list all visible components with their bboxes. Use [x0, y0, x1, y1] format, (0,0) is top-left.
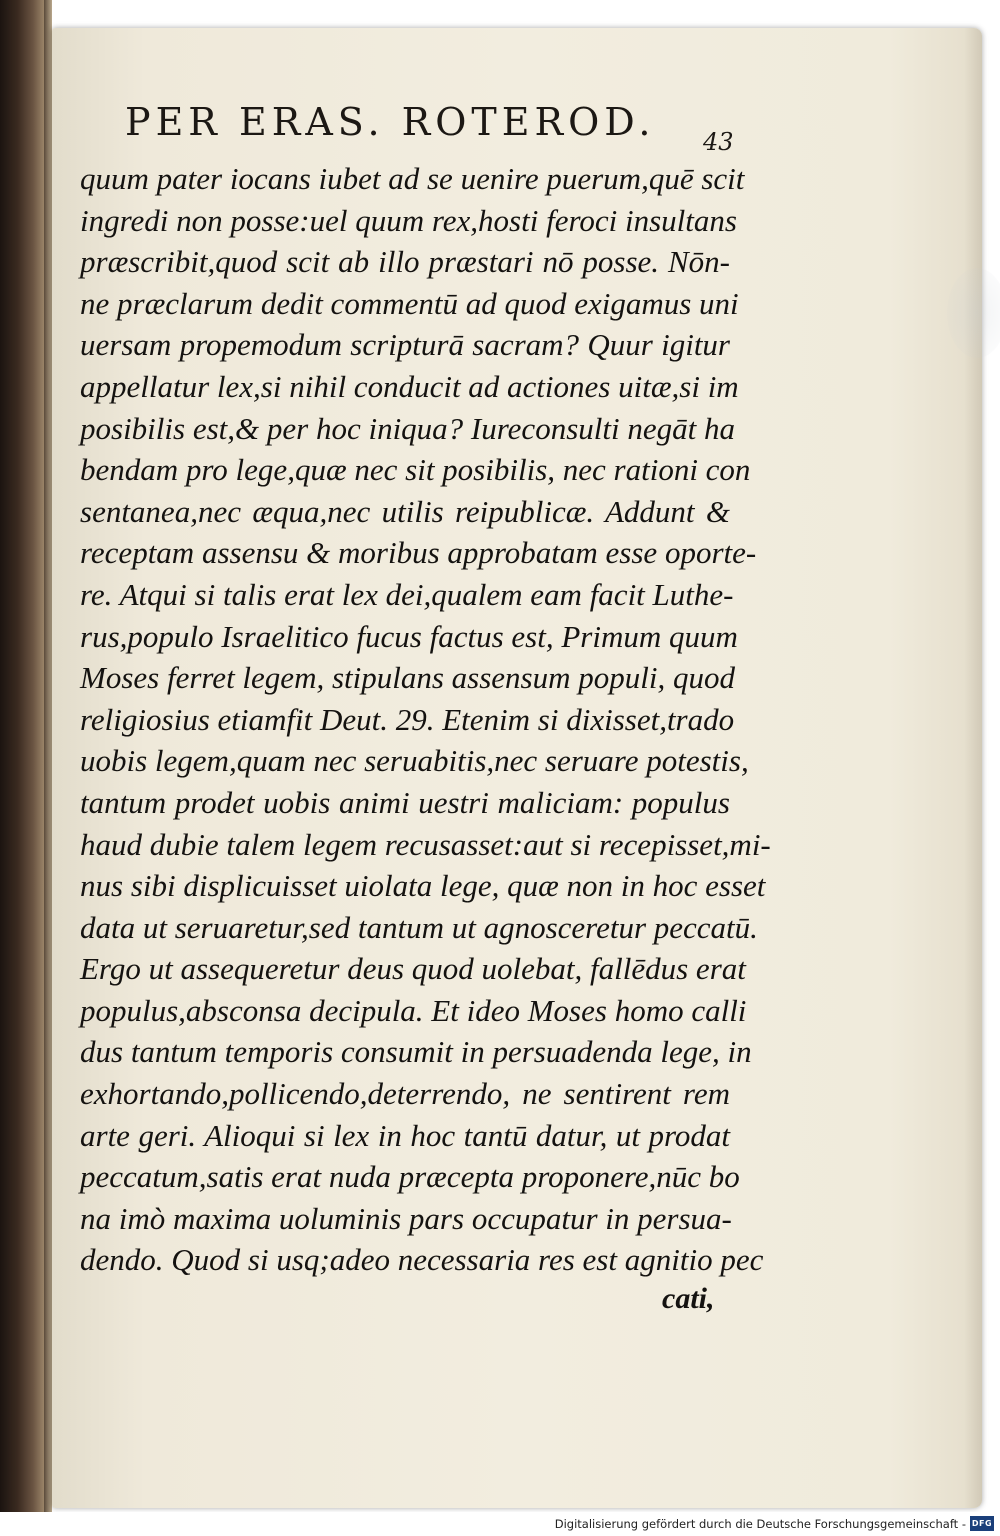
body-text — [80, 158, 771, 1281]
text-line: posibilis est,& per hoc iniqua? Iureconsulti negāt ha — [80, 410, 735, 446]
page-edge-shadow — [964, 28, 982, 1508]
book-inner-edge — [44, 0, 52, 1512]
text-line: exhortando,pollicendo,deterrendo, ne sentirent rem — [80, 1076, 730, 1112]
text-line: dendo. Quod si usq;adeo necessaria res est agnitio pec — [80, 1242, 764, 1278]
text-line: Moses ferret legem, stipulans assensum populi, quod — [80, 660, 735, 696]
text-line: tantum prodet uobis animi uestri maliciam: populus — [80, 784, 730, 820]
text-line: populus,absconsa decipula. Et ideo Moses homo calli — [80, 992, 747, 1028]
page-number: 43 — [703, 128, 734, 156]
text-line: peccatum,satis erat nuda præcepta proponere,nūc bo — [80, 1159, 740, 1195]
running-head: PER ERAS. ROTEROD. — [125, 100, 656, 144]
text-line: nus sibi displicuisset uiolata lege, quæ non in hoc esset — [80, 868, 766, 904]
paper-stain — [947, 268, 1000, 358]
text-line: re. Atqui si talis erat lex dei,qualem eam facit Luthe- — [80, 576, 734, 612]
text-line: appellatur lex,si nihil conducit ad actiones uitæ,si im — [80, 368, 739, 404]
text-line: uobis legem,quam nec seruabitis,nec seruare potestis, — [80, 743, 749, 779]
text-line: quum pater iocans iubet ad se uenire puerum,quē scit — [80, 161, 745, 196]
text-line: uersam propemodum scripturā sacram? Quur igitur — [80, 327, 730, 363]
book-spine-edge — [0, 0, 44, 1512]
text-line: præscribit,quod scit ab illo præstari nō posse. Nōn- — [80, 244, 730, 280]
text-line: na imò maxima uoluminis pars occupatur in persua- — [80, 1200, 732, 1236]
dfg-logo-icon: DFG — [970, 1516, 994, 1531]
text-line: bendam pro lege,quæ nec sit posibilis, nec rationi con — [80, 452, 751, 488]
text-line: sentanea,nec æqua,nec utilis reipublicæ. Addunt & — [80, 493, 730, 529]
text-line: rus,populo Israelitico fucus factus est, Primum quum — [80, 618, 738, 654]
catchword: cati, — [662, 1282, 715, 1315]
text-line: haud dubie talem legem recusasset:aut si recepisset,mi- — [80, 826, 771, 862]
text-line: ingredi non posse:uel quum rex,hosti feroci insultans — [80, 202, 737, 238]
text-line: arte geri. Alioqui si lex in hoc tantū datur, ut prodat — [80, 1117, 730, 1153]
digitization-credit: Digitalisierung gefördert durch die Deutsche Forschungsgemeinschaft - — [554, 1517, 966, 1531]
text-line: data ut seruaretur,sed tantum ut agnosceretur peccatū. — [80, 909, 758, 945]
text-line: ne præclarum dedit commentū ad quod exigamus uni — [80, 285, 739, 321]
text-line: receptam assensu & moribus approbatam esse oporte- — [80, 535, 757, 571]
text-line: Ergo ut assequeretur deus quod uolebat, fallēdus erat — [80, 951, 746, 987]
text-line: dus tantum temporis consumit in persuadenda lege, in — [80, 1034, 752, 1070]
text-line: religiosius etiamfit Deut. 29. Etenim si dixisset,trado — [80, 701, 735, 737]
